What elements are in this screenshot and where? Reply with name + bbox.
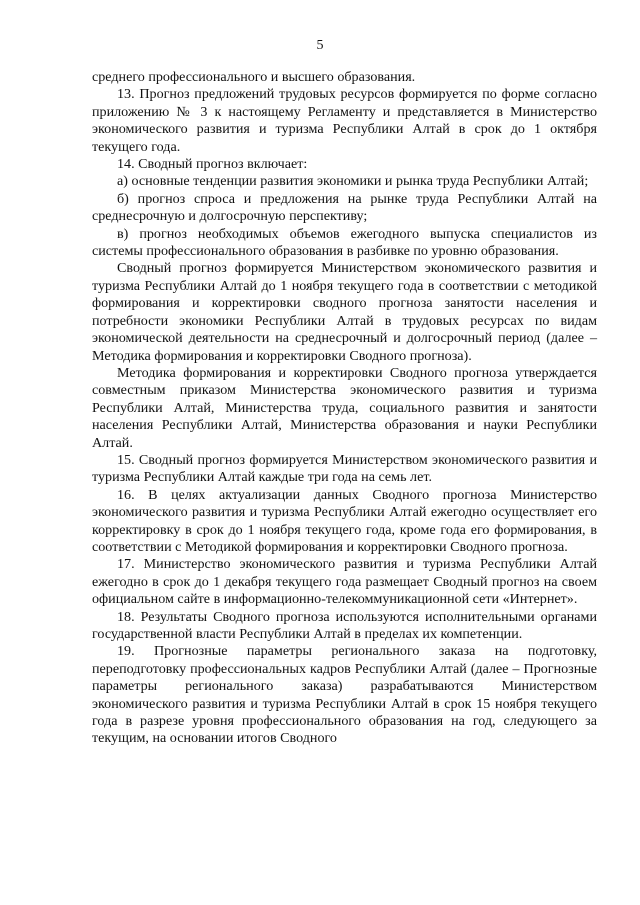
paragraph-14-summary: Сводный прогноз формируется Министерством экономического развития и туризма Республики Алтай до 1 ноября текущего года в соответствии с методикой формирования и корректировки сводного прогноза занятости населения и потребности экономики Республики Алтай в трудовых ресурсах по видам экономической деятельности на среднесрочный и долгосрочный период (далее – Методика формирования и корректировки Сводного прогноза).	[92, 260, 597, 364]
document-body	[92, 69, 597, 748]
paragraph-14-a: а) основные тенденции развития экономики и рынка труда Республики Алтай;	[117, 173, 589, 190]
paragraph-17: 17. Министерство экономического развития и туризма Республики Алтай ежегодно в срок до 1 декабря текущего года размещает Сводный прогноз на своем официальном сайте в информационно-телекоммуникационной сети «Интернет».	[92, 556, 597, 608]
page-number: 5	[316, 38, 324, 53]
paragraph-14-c: в) прогноз необходимых объемов ежегодного выпуска специалистов из системы профессионального образования в разбивке по уровню образования.	[92, 225, 597, 260]
paragraph-continuation: среднего профессионального и высшего образования.	[92, 69, 416, 85]
paragraph-19: 19. Прогнозные параметры регионального заказа на подготовку, переподготовку профессиональных кадров Республики Алтай (далее – Прогнозные параметры регионального заказа) разрабатываются Министерством экономического развития и туризма Республики Алтай в срок 15 ноября текущего года в разрезе уровня профессионального образования на год, следующего за текущим, на основании итогов Сводного	[92, 643, 597, 747]
paragraph-15: 15. Сводный прогноз формируется Министерством экономического развития и туризма Республики Алтай каждые три года на семь лет.	[92, 451, 597, 486]
paragraph-14-methodology: Методика формирования и корректировки Сводного прогноза утверждается совместным приказом Министерства экономического развития и туризма Республики Алтай, Министерства труда, социального развития и занятости населения Республики Алтай, Министерства образования и науки Республики Алтай.	[92, 364, 597, 451]
paragraph-18: 18. Результаты Сводного прогноза используются исполнительными органами государственной власти Республики Алтай в пределах их компетенции.	[92, 608, 597, 642]
paragraph-13: 13. Прогноз предложений трудовых ресурсов формируется по форме согласно приложению № 3 к настоящему Регламенту и представляется в Министерство экономического развития и туризма Республики Алтай в срок до 1 октября текущего года.	[92, 86, 597, 155]
paragraph-16: 16. В целях актуализации данных Сводного прогноза Министерство экономического развития и туризма Республики Алтай ежегодно осуществляет его корректировку в срок до 1 ноября текущего года, кроме года его формирования, в соответствии с Методикой формирования и корректировки Сводного прогноза.	[92, 486, 597, 555]
paragraph-14: 14. Сводный прогноз включает:	[117, 156, 308, 173]
paragraph-14-b: б) прогноз спроса и предложения на рынке труда Республики Алтай на среднесрочную и долгосрочную перспективу;	[92, 190, 597, 225]
